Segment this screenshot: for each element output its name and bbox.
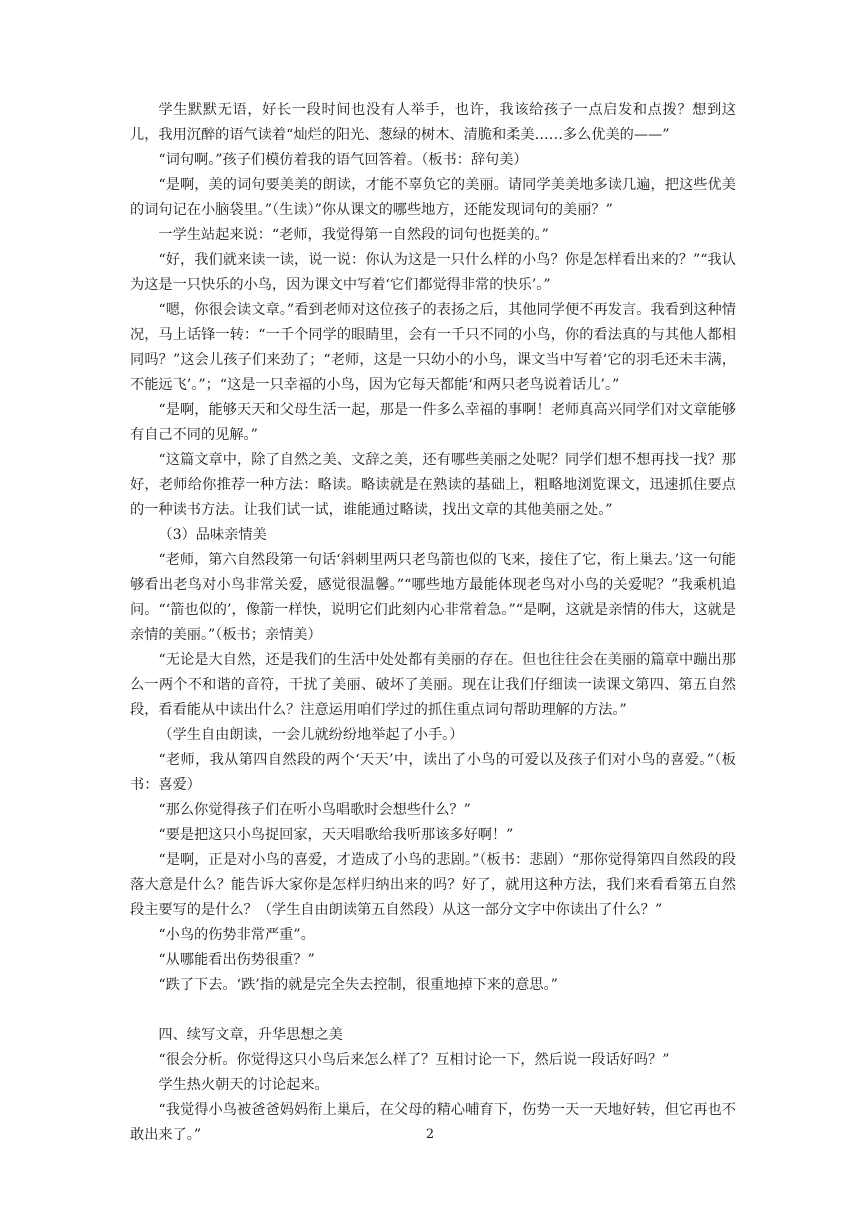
paragraph: 学生默默无语，好长一段时间也没有人举手，也许，我该给孩子一点启发和点拨？想到这儿，我用沉醉的语气读着“灿烂的阳光、葱绿的树木、清脆和柔美……多么优美的——” — [130, 102, 736, 143]
paragraph: 学生热火朝天的讨论起来。 — [158, 1077, 329, 1093]
paragraph: “是啊，正是对小鸟的喜爱，才造成了小鸟的悲剧。”（板书：悲剧）“那你觉得第四自然段的段落大意是什么？能告诉大家你是怎样归纳出来的吗？好了，就用这种方法，我们来看看第五自然段主要写的是什么？（学生自由朗读第五自然段）从这一部分文字中你读出了什么？” — [130, 852, 736, 918]
paragraph: “从哪能看出伤势很重？” — [158, 952, 315, 968]
paragraph: “嗯，你很会读文章。”看到老师对这位孩子的表扬之后，其他同学便不再发言。我看到这种情况，马上话锋一转：“一千个同学的眼睛里，会有一千只不同的小鸟，你的看法真的与其他人都相同吗？”这会儿孩子们来劲了；“老师，这是一只幼小的小鸟，课文当中写着‘它的羽毛还未丰满，不能远飞’。”；“这是一只幸福的小鸟，因为它每天都能‘和两只老鸟说着话儿’。” — [130, 302, 736, 393]
paragraph: “要是把这只小鸟捉回家，天天唱歌给我听那该多好啊！” — [158, 827, 514, 843]
document-body — [130, 98, 736, 1148]
paragraph: “那么你觉得孩子们在听小鸟唱歌时会想些什么？” — [158, 802, 471, 818]
paragraph: “这篇文章中，除了自然之美、文辞之美，还有哪些美丽之处呢？同学们想不想再找一找？那好，老师给你推荐一种方法：略读。略读就是在熟读的基础上，粗略地浏览课文，迅速抓住要点的一种读书方法。让我们试一试，谁能通过略读，找出文章的其他美丽之处。” — [130, 452, 736, 518]
paragraph: “小鸟的伤势非常严重”。 — [158, 927, 315, 943]
paragraph: “是啊，能够天天和父母生活一起，那是一件多么幸福的事啊！老师真高兴同学们对文章能够有自己不同的见解。” — [130, 402, 736, 443]
paragraph: 一学生站起来说：“老师，我觉得第一自然段的词句也挺美的。” — [158, 227, 549, 243]
paragraph: “老师，第六自然段第一句话‘斜刺里两只老鸟箭也似的飞来，接住了它，衔上巢去。’这一句能够看出老鸟对小鸟非常关爱，感觉很温馨。”“哪些地方最能体现老鸟对小鸟的关爱呢？”我乘机追问。“‘箭也似的’，像箭一样快，说明它们此刻内心非常着急。”“是啊，这就是亲情的伟大，这就是亲情的美丽。”（板书；亲情美） — [130, 552, 736, 643]
paragraph: “老师，我从第四自然段的两个‘天天’中，读出了小鸟的可爱以及孩子们对小鸟的喜爱。”（板书：喜爱） — [130, 752, 736, 793]
paragraph: “我觉得小鸟被爸爸妈妈衔上巢后，在父母的精心哺育下，伤势一天一天地好转，但它再也不敢出来了。” — [130, 1102, 736, 1143]
section-heading: （3）品味亲情美 — [158, 527, 267, 543]
paragraph: “无论是大自然，还是我们的生活中处处都有美丽的存在。但也往往会在美丽的篇章中蹦出那么一两个不和谐的音符，干扰了美丽、破坏了美丽。现在让我们仔细读一读课文第四、第五自然段，看看能从中读出什么？注意运用咱们学过的抓住重点词句帮助理解的方法。” — [130, 652, 736, 718]
paragraph: “很会分析。你觉得这只小鸟后来怎么样了？互相讨论一下，然后说一段话好吗？” — [158, 1052, 670, 1068]
paragraph: “好，我们就来读一读，说一说：你认为这是一只什么样的小鸟？你是怎样看出来的？”“我认为这是一只快乐的小鸟，因为课文中写着‘它们都觉得非常的快乐’。” — [130, 252, 736, 293]
paragraph: “是啊，美的词句要美美的朗读，才能不辜负它的美丽。请同学美美地多读几遍，把这些优美的词句记在小脑袋里。”（生读）”你从课文的哪些地方，还能发现词句的美丽？” — [130, 177, 736, 218]
paragraph: “跌了下去。‘跌’指的就是完全失去控制，很重地掉下来的意思。” — [158, 977, 558, 993]
paragraph: “词句啊。”孩子们模仿着我的语气回答着。（板书：辞句美） — [158, 152, 528, 168]
paragraph: （学生自由朗读，一会儿就纷纷地举起了小手。） — [158, 727, 464, 743]
page-number: 2 — [425, 1127, 435, 1142]
section-heading: 四、续写文章，升华思想之美 — [158, 1027, 343, 1043]
